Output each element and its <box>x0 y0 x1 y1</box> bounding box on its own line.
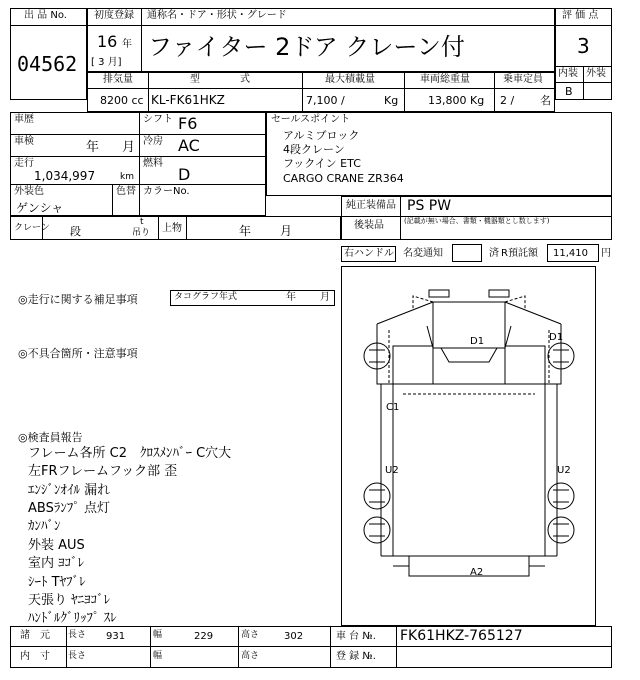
gross-weight: 13,800 Kg <box>428 94 485 107</box>
sales-points-label: セールスポイント <box>271 114 351 125</box>
crane-stage: 段 <box>70 225 81 238</box>
sales-point-line: フックイン ETC <box>283 157 361 170</box>
max-load-unit: Kg <box>384 94 399 107</box>
shift-label: シフト <box>143 114 173 125</box>
steering: 右ハンドル <box>344 248 394 259</box>
report-line: 外装 AUS <box>28 538 85 553</box>
capacity-unit: 名 <box>540 94 551 107</box>
report-line: 左FRフレームフック部 歪 <box>28 464 178 479</box>
model-name-label: 通称名・ドア・形状・グレード <box>147 10 287 21</box>
damage-mark: A2 <box>470 567 484 578</box>
width-label: 幅 <box>153 630 163 640</box>
inner-height-label: 高さ <box>241 651 260 661</box>
length-value: 931 <box>106 631 126 642</box>
max-load: 7,100 / <box>306 94 345 107</box>
chassis-value: FK61HKZ-765127 <box>400 628 523 644</box>
gross-weight-label: 車両総重量 <box>420 74 470 85</box>
fuel-value: D <box>178 165 191 184</box>
deposit-unit: 円 <box>601 248 611 259</box>
damage-mark: U2 <box>557 465 571 476</box>
tacho-label: タコグラフ年式 <box>174 292 238 302</box>
ext-color-value: ゲンシャ <box>16 201 64 215</box>
name-change-box <box>452 244 482 262</box>
inspector-heading: ◎検査員報告 <box>18 431 83 444</box>
lot-number: 04562 <box>17 52 78 76</box>
reg-no-label: 登 録 №. <box>336 651 376 662</box>
displacement-label: 排気量 <box>103 74 133 85</box>
tacho-year: 年 <box>286 292 296 303</box>
model-code: KL-FK61HKZ <box>151 93 225 107</box>
report-line: ｼｰﾄ Tﾔﾌﾞﾚ <box>28 575 86 590</box>
sales-point-line: CARGO CRANE ZR364 <box>283 172 404 185</box>
fuel-label: 燃料 <box>143 158 163 169</box>
report-line: フレーム各所 C2 ｸﾛｽﾒﾝﾊﾞｰ C穴大 <box>28 446 232 461</box>
deposit-prefix: 済 <box>489 248 499 259</box>
sales-point-line: 4段クレーン <box>283 143 345 156</box>
mileage-value: 1,034,997 <box>34 169 96 183</box>
inner-dims-label: 内 寸 <box>20 651 50 662</box>
equipment-label: 純正装備品 <box>346 200 396 211</box>
sales-point-line: アルミブロック <box>283 129 360 142</box>
type-label: 型 式 <box>190 74 250 85</box>
crane-label: クレーン <box>14 223 50 233</box>
max-load-label: 最大積載量 <box>325 74 375 85</box>
tacho-month: 月 <box>320 292 330 303</box>
mileage-unit: km <box>120 172 134 182</box>
deposit-value: 11,410 <box>553 248 588 259</box>
damage-mark: D1 <box>549 332 564 343</box>
inner-width-label: 幅 <box>153 651 163 661</box>
reg-month: [ 3 月] <box>91 57 122 68</box>
ac-value: AC <box>178 136 200 155</box>
damage-mark: D1 <box>470 336 485 347</box>
damage-mark: U2 <box>385 465 399 476</box>
deposit-label: R預託額 <box>501 248 538 259</box>
interior-label: 内装 <box>558 68 578 79</box>
interior-grade: B <box>565 85 573 98</box>
color-change-label: 色替 <box>116 186 136 197</box>
dims-label: 諸 元 <box>20 630 50 641</box>
inner-length-label: 長さ <box>68 651 87 661</box>
aftermarket-label: 後装品 <box>354 220 384 231</box>
boom-label: 上物 <box>162 223 182 234</box>
width-value: 229 <box>194 631 214 642</box>
exterior-label: 外装 <box>586 68 606 79</box>
ac-label: 冷房 <box>143 136 163 147</box>
capacity-label: 乗車定員 <box>503 74 543 85</box>
inspection-label: 車検 <box>14 136 34 147</box>
aftermarket-note: (記載が無い場合、書類・機器類とし数します) <box>404 217 550 225</box>
reg-year-unit: 年 <box>122 39 132 50</box>
report-line: ﾊﾝﾄﾞﾙｸﾞﾘｯﾌﾟ ｽﾚ <box>28 611 117 626</box>
equipment-value: PS PW <box>407 198 452 214</box>
score: 3 <box>577 34 590 58</box>
report-line: 室内 ﾖｺﾞﾚ <box>28 556 85 571</box>
reg-year: 16 <box>97 32 118 51</box>
report-line: ｶﾝﾊﾞﾝ <box>28 519 61 534</box>
damage-mark: C1 <box>386 402 400 413</box>
report-line: ABSﾗﾝﾌﾟ 点灯 <box>28 501 110 516</box>
defects-heading: ◎不具合箇所・注意事項 <box>18 347 138 360</box>
shift-value: F6 <box>178 114 198 133</box>
name-change-label: 名変通知 <box>403 248 443 259</box>
capacity: 2 / <box>500 94 515 107</box>
length-label: 長さ <box>68 630 87 640</box>
history-label: 車歴 <box>14 114 34 125</box>
boom-month: 月 <box>280 224 293 238</box>
report-line: ｴﾝｼﾞﾝｵｲﾙ 漏れ <box>28 483 111 498</box>
report-line: 天張り ﾔﾆﾖｺﾞﾚ <box>28 593 111 608</box>
displacement: 8200 cc <box>100 94 144 107</box>
inspection-month: 月 <box>122 140 136 155</box>
boom-year: 年 <box>239 224 252 238</box>
supplement-heading: ◎走行に関する補足事項 <box>18 293 138 306</box>
chassis-label: 車 台 №. <box>336 631 376 642</box>
color-no-label: カラーNo. <box>143 186 190 197</box>
car-name: ファイター 2ドア クレーン付 <box>148 33 465 61</box>
mileage-label: 走行 <box>14 158 34 169</box>
first-reg-label: 初度登録 <box>94 10 134 21</box>
inspection-year: 年 <box>86 140 100 155</box>
height-value: 302 <box>284 631 304 642</box>
grade-label: 評 価 点 <box>562 10 599 21</box>
ext-color-label: 外装色 <box>14 186 44 197</box>
height-label: 高さ <box>241 630 260 640</box>
truck-diagram <box>341 266 596 626</box>
crane-ton: t <box>140 217 144 227</box>
lot-label: 出 品 No. <box>24 10 67 21</box>
crane-ton-unit: 吊り <box>132 228 151 238</box>
